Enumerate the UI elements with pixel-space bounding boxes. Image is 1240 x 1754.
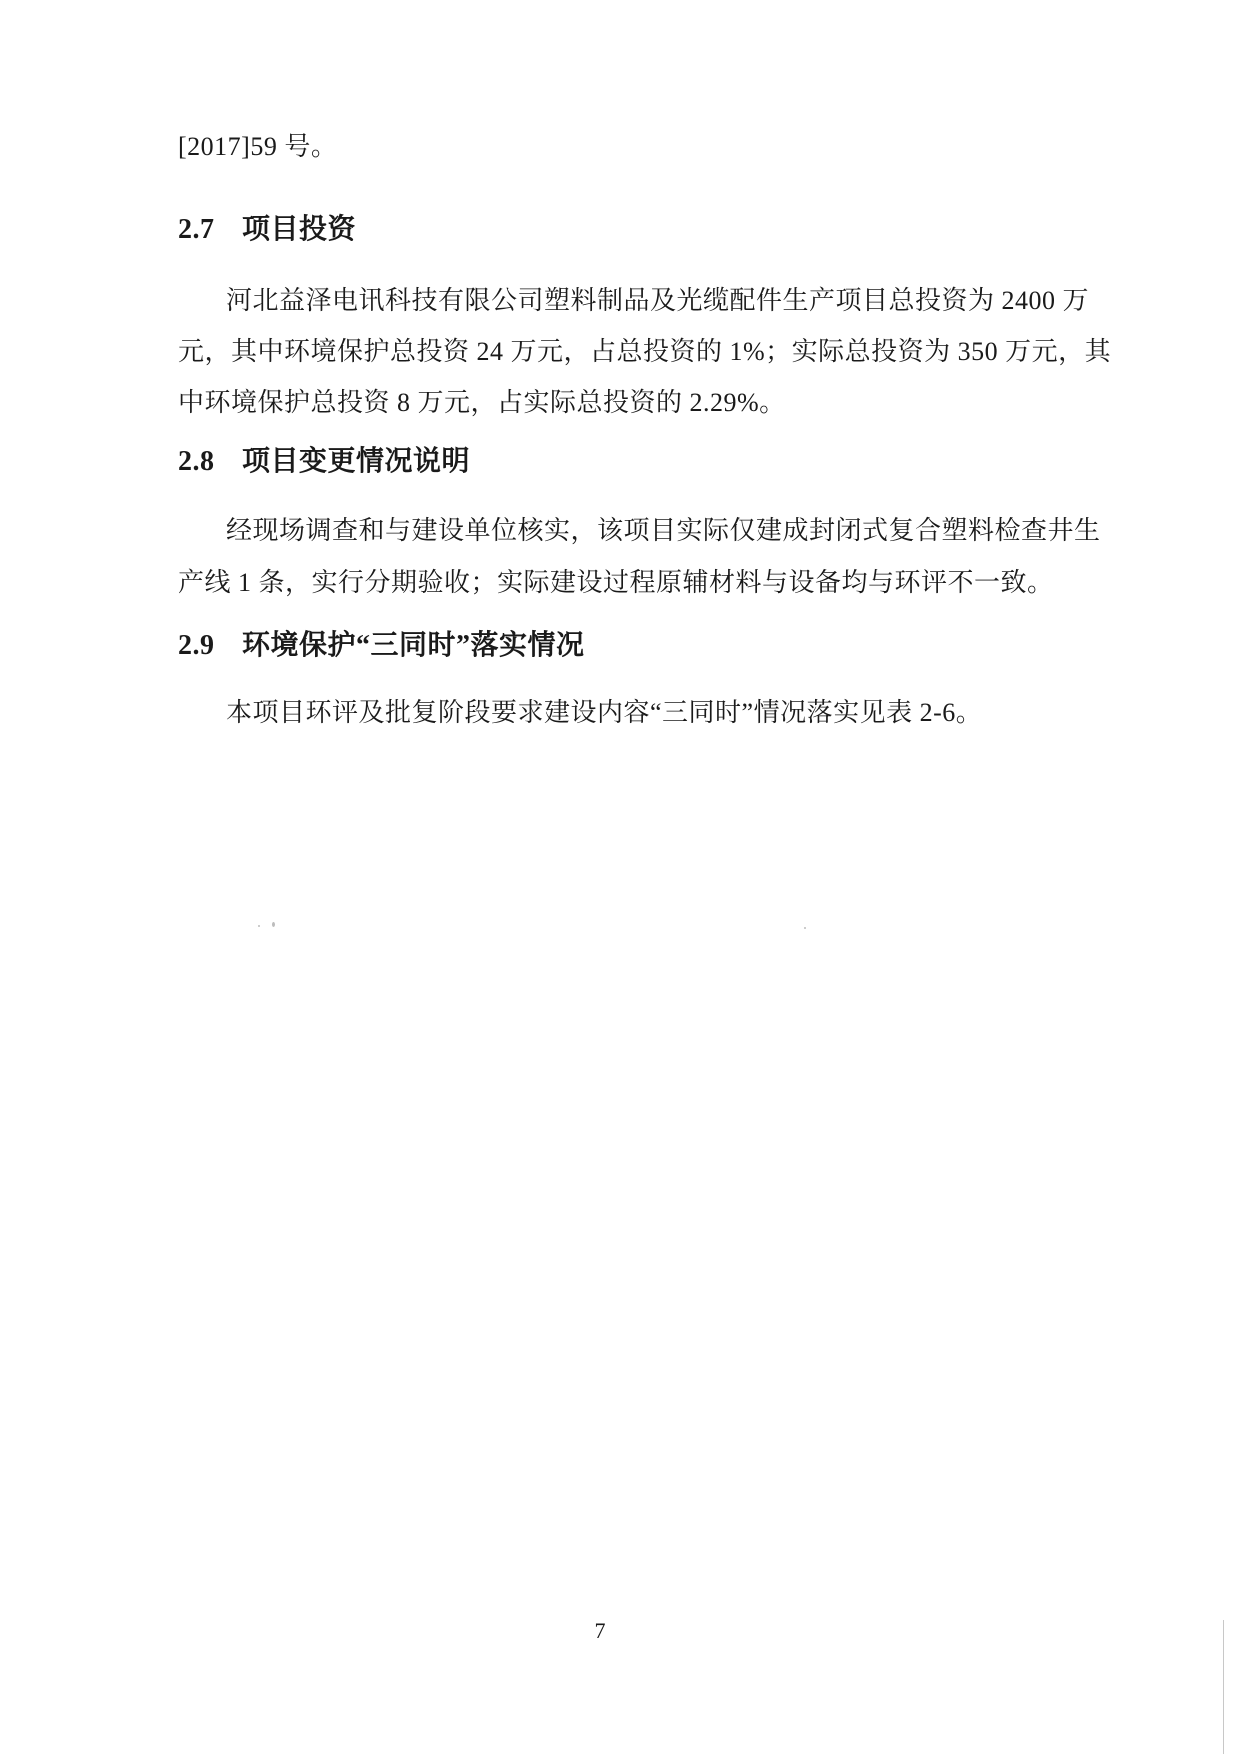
scan-speck: [272, 922, 275, 927]
section-number: 2.9: [178, 630, 215, 661]
section-title: 项目投资: [242, 214, 357, 245]
section-heading-2-9: [178, 628, 585, 664]
paragraph-line: 中环境保护总投资 8 万元，占实际总投资的 2.29%。: [178, 388, 786, 417]
section-title: 环境保护“三同时”落实情况: [242, 630, 585, 661]
paragraph-line: 产线 1 条，实行分期验收；实际建设过程原辅材料与设备均与环评不一致。: [178, 568, 1054, 597]
section-title: 项目变更情况说明: [242, 446, 471, 477]
scan-speck: [804, 927, 806, 929]
paragraph-line: 经现场调查和与建设单位核实，该项目实际仅建成封闭式复合塑料检查井生: [226, 516, 1101, 545]
section-heading-2-8: [178, 444, 470, 480]
section-number: 2.8: [178, 446, 215, 477]
page-number: 7: [594, 1618, 606, 1643]
scan-edge-line: [1223, 1620, 1224, 1754]
scan-speck: [258, 925, 260, 927]
paragraph-line: 元，其中环境保护总投资 24 万元，占总投资的 1%；实际总投资为 350 万元，其: [178, 337, 1112, 366]
section-heading-2-7: [178, 212, 356, 248]
continuation-text: [2017]59 号。: [178, 132, 338, 161]
section-number: 2.7: [178, 214, 215, 245]
paragraph-line: 本项目环评及批复阶段要求建设内容“三同时”情况落实见表 2-6。: [226, 698, 983, 727]
paragraph-line: 河北益泽电讯科技有限公司塑料制品及光缆配件生产项目总投资为 2400 万: [226, 286, 1090, 315]
